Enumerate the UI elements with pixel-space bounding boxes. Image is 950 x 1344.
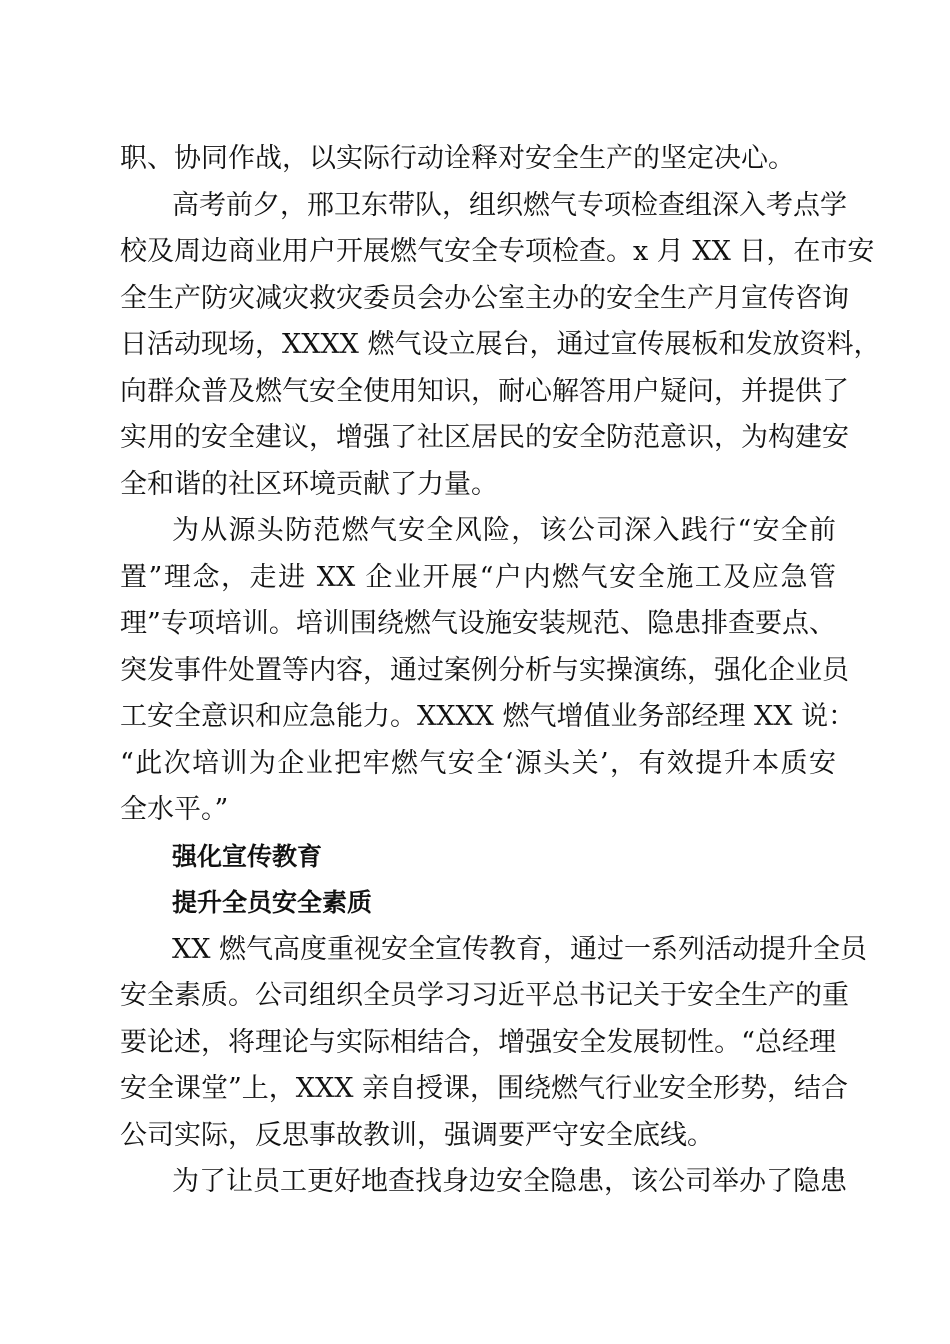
paragraph-line: 全生产防灾减灾救灾委员会办公室主办的安全生产月宣传咨询 (120, 283, 849, 314)
paragraph-line: 理”专项培训。培训围绕燃气设施安装规范、隐患排查要点、 (120, 608, 836, 639)
paragraph-line: 公司实际，反思事故教训，强调要严守安全底线。 (120, 1120, 714, 1151)
paragraph-line: 安全素质。公司组织全员学习习近平总书记关于安全生产的重 (120, 980, 849, 1011)
paragraph-line: 校及周边商业用户开展燃气安全专项检查。x 月 XX 日，在市安 (120, 236, 875, 267)
paragraph-line: 突发事件处置等内容，通过案例分析与实操演练，强化企业员 (120, 655, 849, 686)
section-subheading: 提升全员安全素质 (172, 888, 373, 917)
paragraph-line: 高考前夕，邢卫东带队，组织燃气专项检查组深入考点学 (172, 190, 847, 221)
paragraph-line: 置”理念，走进 XX 企业开展“户内燃气安全施工及应急管 (120, 562, 836, 593)
paragraph-line: 全水平。” (120, 794, 229, 825)
paragraph-line: 实用的安全建议，增强了社区居民的安全防范意识，为构建安 (120, 422, 849, 453)
paragraph-line: 职、协同作战，以实际行动诠释对安全生产的坚定决心。 (120, 143, 795, 174)
paragraph-line: 日活动现场，XXXX 燃气设立展台，通过宣传展板和发放资料， (120, 329, 881, 360)
paragraph-line: 向群众普及燃气安全使用知识，耐心解答用户疑问，并提供了 (120, 376, 849, 407)
paragraph-line: 全和谐的社区环境贡献了力量。 (120, 469, 498, 500)
paragraph-line: 为了让员工更好地查找身边安全隐患，该公司举办了隐患 (172, 1166, 847, 1197)
paragraph-line: 工安全意识和应急能力。XXXX 燃气增值业务部经理 XX 说： (120, 701, 856, 732)
paragraph-line: 安全课堂”上，XXX 亲自授课，围绕燃气行业安全形势，结合 (120, 1073, 849, 1104)
paragraph-line: XX 燃气高度重视安全宣传教育，通过一系列活动提升全员 (172, 934, 868, 965)
paragraph-line: “此次培训为企业把牢燃气安全‘源头关’，有效提升本质安 (120, 748, 836, 779)
section-heading: 强化宣传教育 (172, 842, 323, 871)
paragraph-line: 要论述，将理论与实际相结合，增强安全发展韧性。“总经理 (120, 1027, 836, 1058)
paragraph-line: 为从源头防范燃气安全风险，该公司深入践行“安全前 (172, 515, 836, 546)
